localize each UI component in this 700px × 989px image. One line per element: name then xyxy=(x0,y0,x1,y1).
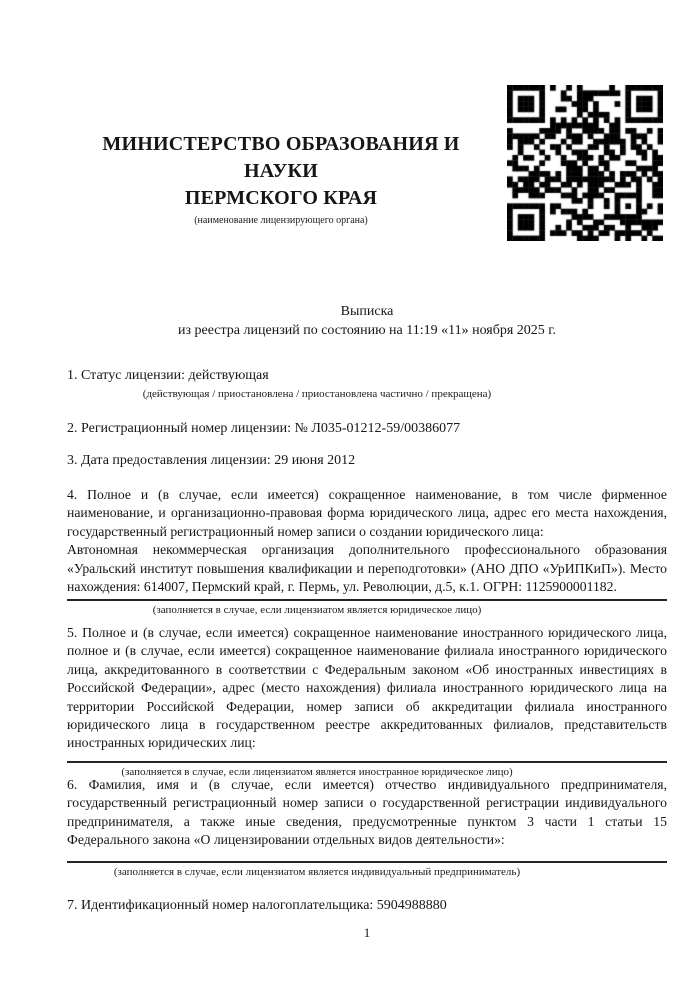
item-4-underline xyxy=(67,599,667,601)
item-1-license-status xyxy=(67,367,667,385)
ministry-name-line1: МИНИСТЕРСТВО ОБРАЗОВАНИЯ И НАУКИ xyxy=(102,133,460,182)
item-2-registration-number xyxy=(67,420,667,438)
qr-code xyxy=(507,85,663,241)
ministry-name-line2: ПЕРМСКОГО КРАЯ xyxy=(184,187,378,209)
item-3-text: 3. Дата предоставления лицензии: 29 июня 2012 xyxy=(67,453,356,468)
item-6-fill-note: (заполняется в случае, если лицензиатом является индивидуальный предприниматель) xyxy=(113,865,521,878)
item-4-value: Автономная некоммерческая организация дополнительного профессионального образования «Уральский институт повышения квалификации и переподготовки» (АНО ДПО «УрИПКиП»). Место нахождения: 614007, Пермский край, г. Пермь, ул. Революции, д.5, к.1. ОГРН: 1125900001182. xyxy=(67,542,667,595)
item-4-text: 4. Полное и (в случае, если имеется) сокращенное наименование, в том числе фирменное наименование, и организационно-правовая форма юридического лица, адрес его места нахождения, государственный регистрационный номер записи о создании юридического лица: xyxy=(67,487,667,539)
item-2-text: 2. Регистрационный номер лицензии: № Л035-01212-59/00386077 xyxy=(67,421,461,436)
document-title-line2: из реестра лицензий по состоянию на 11:19 «11» ноября 2025 г. xyxy=(178,323,556,338)
item-1-variants-note: (действующая / приостановлена / приостановлена частично / прекращена) xyxy=(142,388,492,400)
item-4-fill-note: (заполняется в случае, если лицензиатом является юридическое лицо) xyxy=(152,604,482,617)
item-1-text: 1. Статус лицензии: действующая xyxy=(67,368,269,383)
item-4-legal-entity xyxy=(67,486,667,617)
licensing-authority-caption: (наименование лицензирующего органа) xyxy=(194,215,368,226)
item-7-text: 7. Идентификационный номер налогоплательщика: 5904988880 xyxy=(67,898,447,913)
item-6-individual-entrepreneur xyxy=(67,776,667,879)
item-3-grant-date xyxy=(67,452,667,470)
item-5-underline xyxy=(67,761,667,763)
item-5-fill-note: (заполняется в случае, если лицензиатом является иностранное юридическое лицо) xyxy=(121,765,513,778)
item-6-underline xyxy=(67,861,667,863)
licensing-authority-header xyxy=(67,131,495,227)
item-6-text: 6. Фамилия, имя и (в случае, если имеется) отчество индивидуального предпринимателя, государственный регистрационный номер записи о государственной регистрации индивидуального предпринимателя, а также иные сведения, предусмотренные пунктом 3 части 1 статьи 15 Федерального закона «О лицензировании отдельных видов деятельности»: xyxy=(67,777,667,848)
item-7-taxpayer-number xyxy=(67,897,667,915)
page-number: 1 xyxy=(363,925,371,940)
item-5-foreign-entity xyxy=(67,624,667,779)
item-5-text: 5. Полное и (в случае, если имеется) сокращенное наименование иностранного юридического лица, полное и (в случае, если имеется) сокращенное наименование филиала иностранного юридического лица, аккредитованного в соответствии с Федеральным законом «Об иностранных инвестициях в Российской Федерации», адрес (место нахождения) филиала иностранного юридического лица на территории Российской Федерации, номер записи об аккредитации филиала иностранного юридического лица в государственном реестре аккредитованных филиалов, представительств иностранных юридических лиц: xyxy=(67,625,667,751)
document-title xyxy=(67,302,667,340)
document-title-line1: Выписка xyxy=(340,304,394,319)
